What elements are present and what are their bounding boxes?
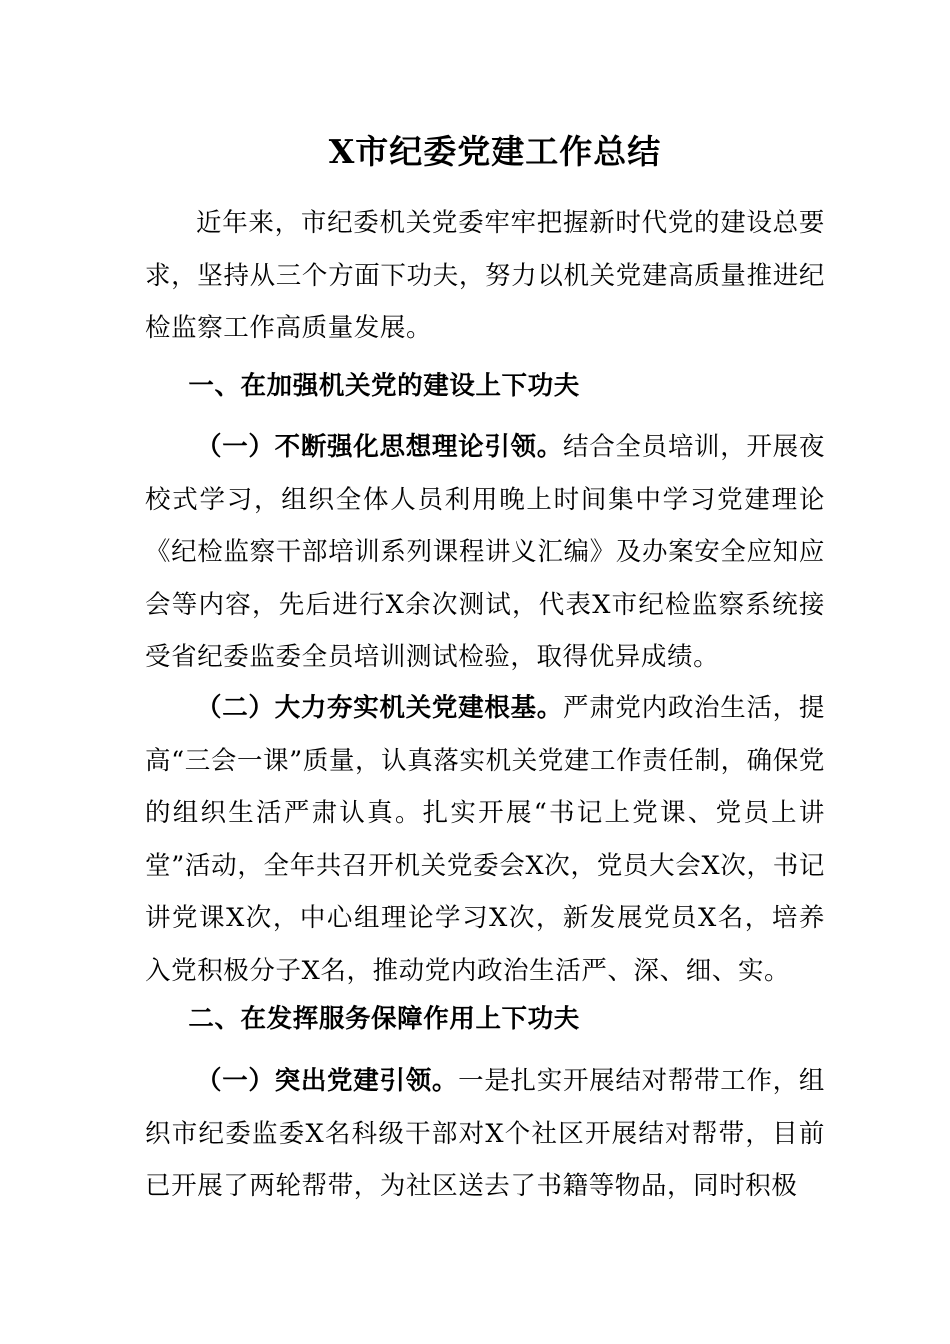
section-2-paragraph-1	[145, 1055, 825, 1213]
section-1-paragraph-2	[145, 682, 825, 997]
intro-paragraph: 近年来，市纪委机关党委牢牢把握新时代党的建设总要求，坚持从三个方面下功夫，努力以机关党建高质量推进纪检监察工作高质量发展。	[145, 208, 825, 343]
section-1-paragraph-2-lead: （二）大力夯实机关党建根基。	[196, 693, 563, 723]
section-1-paragraph-1-lead: （一）不断强化思想理论引领。	[196, 432, 563, 462]
section-2-paragraph-1-body: 一是扎实开展结对帮带工作，组织市纪委监委X名科级干部对X个社区开展结对帮带，目前已开展了两轮帮带，为社区送去了书籍等物品，同时积极	[145, 1066, 825, 1201]
section-1-heading: 一、在加强机关党的建设上下功夫	[188, 371, 580, 401]
document-title: X市纪委党建工作总结	[328, 132, 662, 171]
section-1-paragraph-1	[145, 421, 825, 684]
section-1-paragraph-2-body: 严肃党内政治生活，提高“三会一课”质量，认真落实机关党建工作责任制，确保党的组织生活严肃认真。扎实开展“书记上党课、党员上讲堂”活动，全年共召开机关党委会X次，党员大会X次，书记讲党课X次，中心组理论学习X次，新发展党员X名，培养入党积极分子X名，推动党内政治生活严、深、细、实。	[145, 693, 825, 986]
section-2-paragraph-1-lead: （一）突出党建引领。	[196, 1066, 459, 1096]
section-1-paragraph-1-body: 结合全员培训，开展夜校式学习，组织全体人员利用晚上时间集中学习党建理论《纪检监察干部培训系列课程讲义汇编》及办案安全应知应会等内容，先后进行X余次测试，代表X市纪检监察系统接受省纪委监委全员培训测试检验，取得优异成绩。	[145, 432, 825, 672]
section-2-heading: 二、在发挥服务保障作用上下功夫	[188, 1004, 580, 1034]
